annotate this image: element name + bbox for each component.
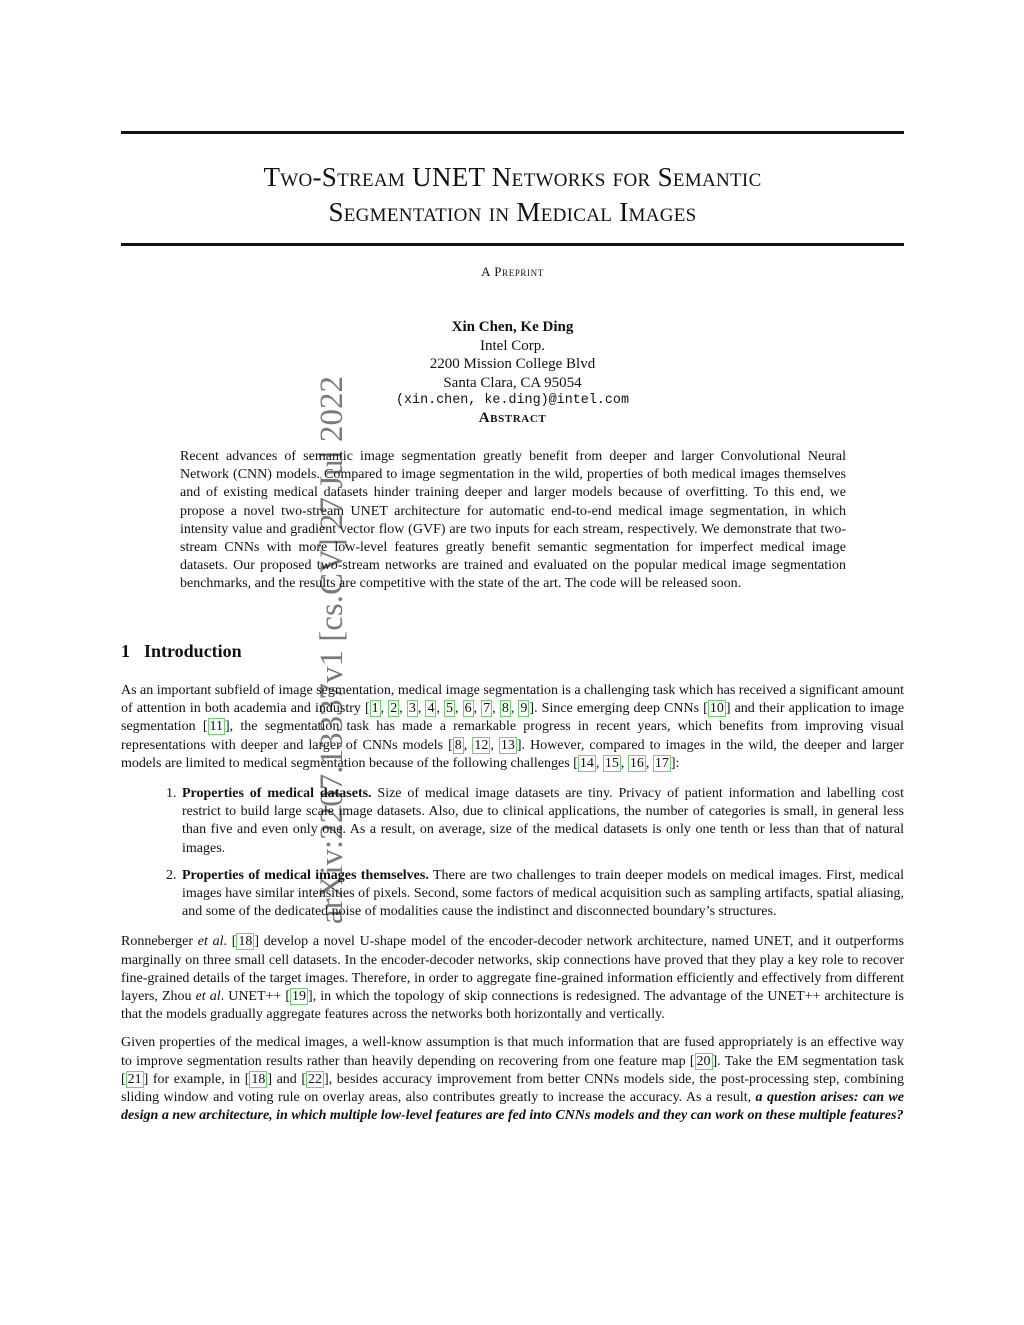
citation-link[interactable]: 16 (629, 755, 644, 771)
research-question: a question arises: can we design a new architecture, in which multiple low-level features are fed into CNNs models and they can work on these multiple features? (121, 1090, 904, 1124)
title-line-1: Two-Stream UNET Networks for Semantic (263, 162, 762, 192)
author-block (121, 318, 904, 411)
preprint-label: A Preprint (481, 264, 544, 279)
challenges-list (121, 785, 904, 921)
text-run: . UNET++ [ (220, 989, 291, 1005)
section-number: 1 (121, 641, 130, 661)
text-run: As an important subfield of image segmentation, medical image segmentation is a challenging task which has received a significant amount of attention in both academia and industry [ (121, 683, 904, 717)
citation-link[interactable]: 8 (454, 737, 462, 753)
citation-link[interactable]: 4 (427, 701, 435, 717)
text-run: et al (197, 934, 224, 950)
citation-link[interactable]: 21 (127, 1071, 142, 1087)
list-item-heading: Properties of medical datasets. (182, 786, 372, 802)
address-line-2: Santa Clara, CA 95054 (443, 374, 582, 391)
intro-paragraph-2 (121, 933, 904, 1024)
citation-link[interactable]: 22 (308, 1071, 323, 1087)
section-heading-introduction (121, 641, 242, 662)
citation-link[interactable]: 10 (709, 701, 724, 717)
list-item-text: There are two challenges to train deeper models on medical images. First, medical images have similar intensities of pixels. Second, some factors of medical acquisition such as sampling artifacts, spatial aliasing, and some of the dedicated noise of modalities cause the indistinct and disconnected boundary’s structures. (182, 867, 905, 920)
arxiv-identifier: arXiv:2207.13337v1 [cs.CV] 27 Jul 2022 (314, 375, 350, 925)
citation-link[interactable]: 15 (604, 755, 619, 771)
citation-link[interactable]: 17 (654, 755, 669, 771)
author-names: Xin Chen, Ke Ding (451, 319, 574, 335)
citation-link[interactable]: 18 (238, 934, 253, 950)
citation-link[interactable]: 1 (371, 701, 379, 717)
title-top-rule (121, 131, 904, 134)
citation-link[interactable]: 13 (500, 737, 515, 753)
text-run: ]. However, compared to images in the wild, the deeper and larger models are limited to medical segmentation because of the following challenges [ (121, 737, 905, 771)
list-item (180, 785, 904, 858)
citation-link[interactable]: 2 (390, 701, 398, 717)
citation-link[interactable]: 12 (474, 737, 489, 753)
citation-link[interactable]: 19 (292, 989, 307, 1005)
citation-link[interactable]: 7 (483, 701, 491, 717)
text-run: ] and [ (267, 1071, 307, 1087)
citation-link[interactable]: 14 (579, 755, 594, 771)
title-line-2: Segmentation in Medical Images (328, 197, 697, 227)
text-run: ], the segmentation task has made a remarkable progress in recent years, which benefits from improving visual representations with deeper and larger of CNNs models [ (121, 719, 905, 753)
text-run: ] develop a novel U-shape model of the encoder-decoder network architecture, named UNET, and it outperforms marginally on three small cell datasets. In the encoder-decoder networks, skip connections have proved that they play a key role to recover fine-grained details of the target images. Therefore, in order to aggregate fine-grained information efficiently and effectively from different layers, Zhou (121, 934, 904, 1005)
citation-link[interactable]: 9 (520, 701, 528, 717)
abstract-heading: Abstract (478, 410, 547, 426)
text-run: Given properties of the medical images, a well-know assumption is that much information that are fused appropriately is an effective way to improve segmentation results rather than heavily depending on recovering from one feature map [ (121, 1035, 904, 1069)
text-run: ]. Since emerging deep CNNs [ (529, 701, 708, 717)
text-run: ], besides accuracy improvement from better CNNs models side, the post-processing step, combining sliding window and voting rule on overlay areas, also contributes greatly to increase the accuracy. As a result, (121, 1071, 904, 1106)
section-title: Introduction (144, 641, 242, 661)
abstract-text: Recent advances of semantic image segmentation greatly benefit from deeper and larger Convolutional Neural Network (CNN) models. Compared to image segmentation in the wild, properties of both medical images themselves and of existing medical datasets hinder training deeper and larger models because of overfitting. To this end, we propose a novel two-stream UNET architecture for automatic end-to-end medical image segmentation, in which intensity value and gradient vector flow (GVF) are two inputs for each stream, respectively. We demonstrate that two-stream CNNs with more low-level features greatly benefit semantic segmentation for imperfect medical image datasets. Our proposed two-stream networks are trained and evaluated on the popular medical image segmentation benchmarks, and the results are competitive with the state of the art. The code will be released soon. (180, 449, 846, 592)
citation-link[interactable]: 6 (464, 701, 472, 717)
title-bottom-rule (121, 243, 904, 246)
citation-link[interactable]: 18 (251, 1071, 266, 1087)
intro-paragraph-1: As an important subfield of image segmentation, medical image segmentation is a challenging task which has received a significant amount of attention in both academia and industry [ 1 , 2 , 3 , 4 , 5 , 6 , 7 , 8 , 9 ]. Since emerging deep CNNs [ 10 ] and their application to image segmentation [ 11 ], the segmentation task has made a remarkable progress in recent years, which benefits from improving visual representations with deeper and larger of CNNs models [ 8 , 12 , 13 ]. However, compared to images in the wild, the deeper and larger models are limited to medical segmentation because of the following challenges [ 14 , 15 , 16 , 17 ]: (121, 683, 905, 771)
citation-link[interactable]: 3 (408, 701, 416, 717)
introduction-body (121, 682, 904, 1135)
author-email[interactable]: (xin.chen, ke.ding)@intel.com (395, 393, 630, 409)
text-run: ] and their application to image segmentation [ (121, 701, 905, 735)
text-run: ]. Take the EM segmentation task [ (121, 1053, 904, 1087)
text-run: . [ (223, 934, 237, 950)
paper-title (121, 160, 904, 230)
list-item-heading: Properties of medical images themselves. (182, 867, 429, 883)
text-run: Ronneberger (121, 934, 198, 950)
text-run: et al (195, 989, 221, 1005)
citation-link[interactable]: 5 (446, 701, 454, 717)
list-item (180, 867, 904, 922)
list-item-text: Size of medical image datasets are tiny. Privacy of patient information and labelling cost restrict to build large scale image datasets. Also, due to clinical applications, the number of categories is small, in general less than five and even only one. As a result, on average, size of the medical datasets is only one tenth or less than that of natural images. (182, 786, 905, 856)
citation-link[interactable]: 20 (696, 1053, 711, 1069)
address-line-1: 2200 Mission College Blvd (429, 356, 596, 373)
text-run: ] for example, in [ (143, 1071, 250, 1087)
affiliation: Intel Corp. (480, 337, 545, 354)
text-run: ]: (670, 755, 680, 771)
citation-link[interactable]: 11 (209, 719, 224, 735)
text-run: ], in which the topology of skip connections is redesigned. The advantage of the UNET++ architecture is that the models gradually aggregate features across the networks both horizontally and vertically. (121, 989, 904, 1023)
citation-link[interactable]: 8 (501, 701, 509, 717)
intro-paragraph-3 (121, 1034, 904, 1125)
